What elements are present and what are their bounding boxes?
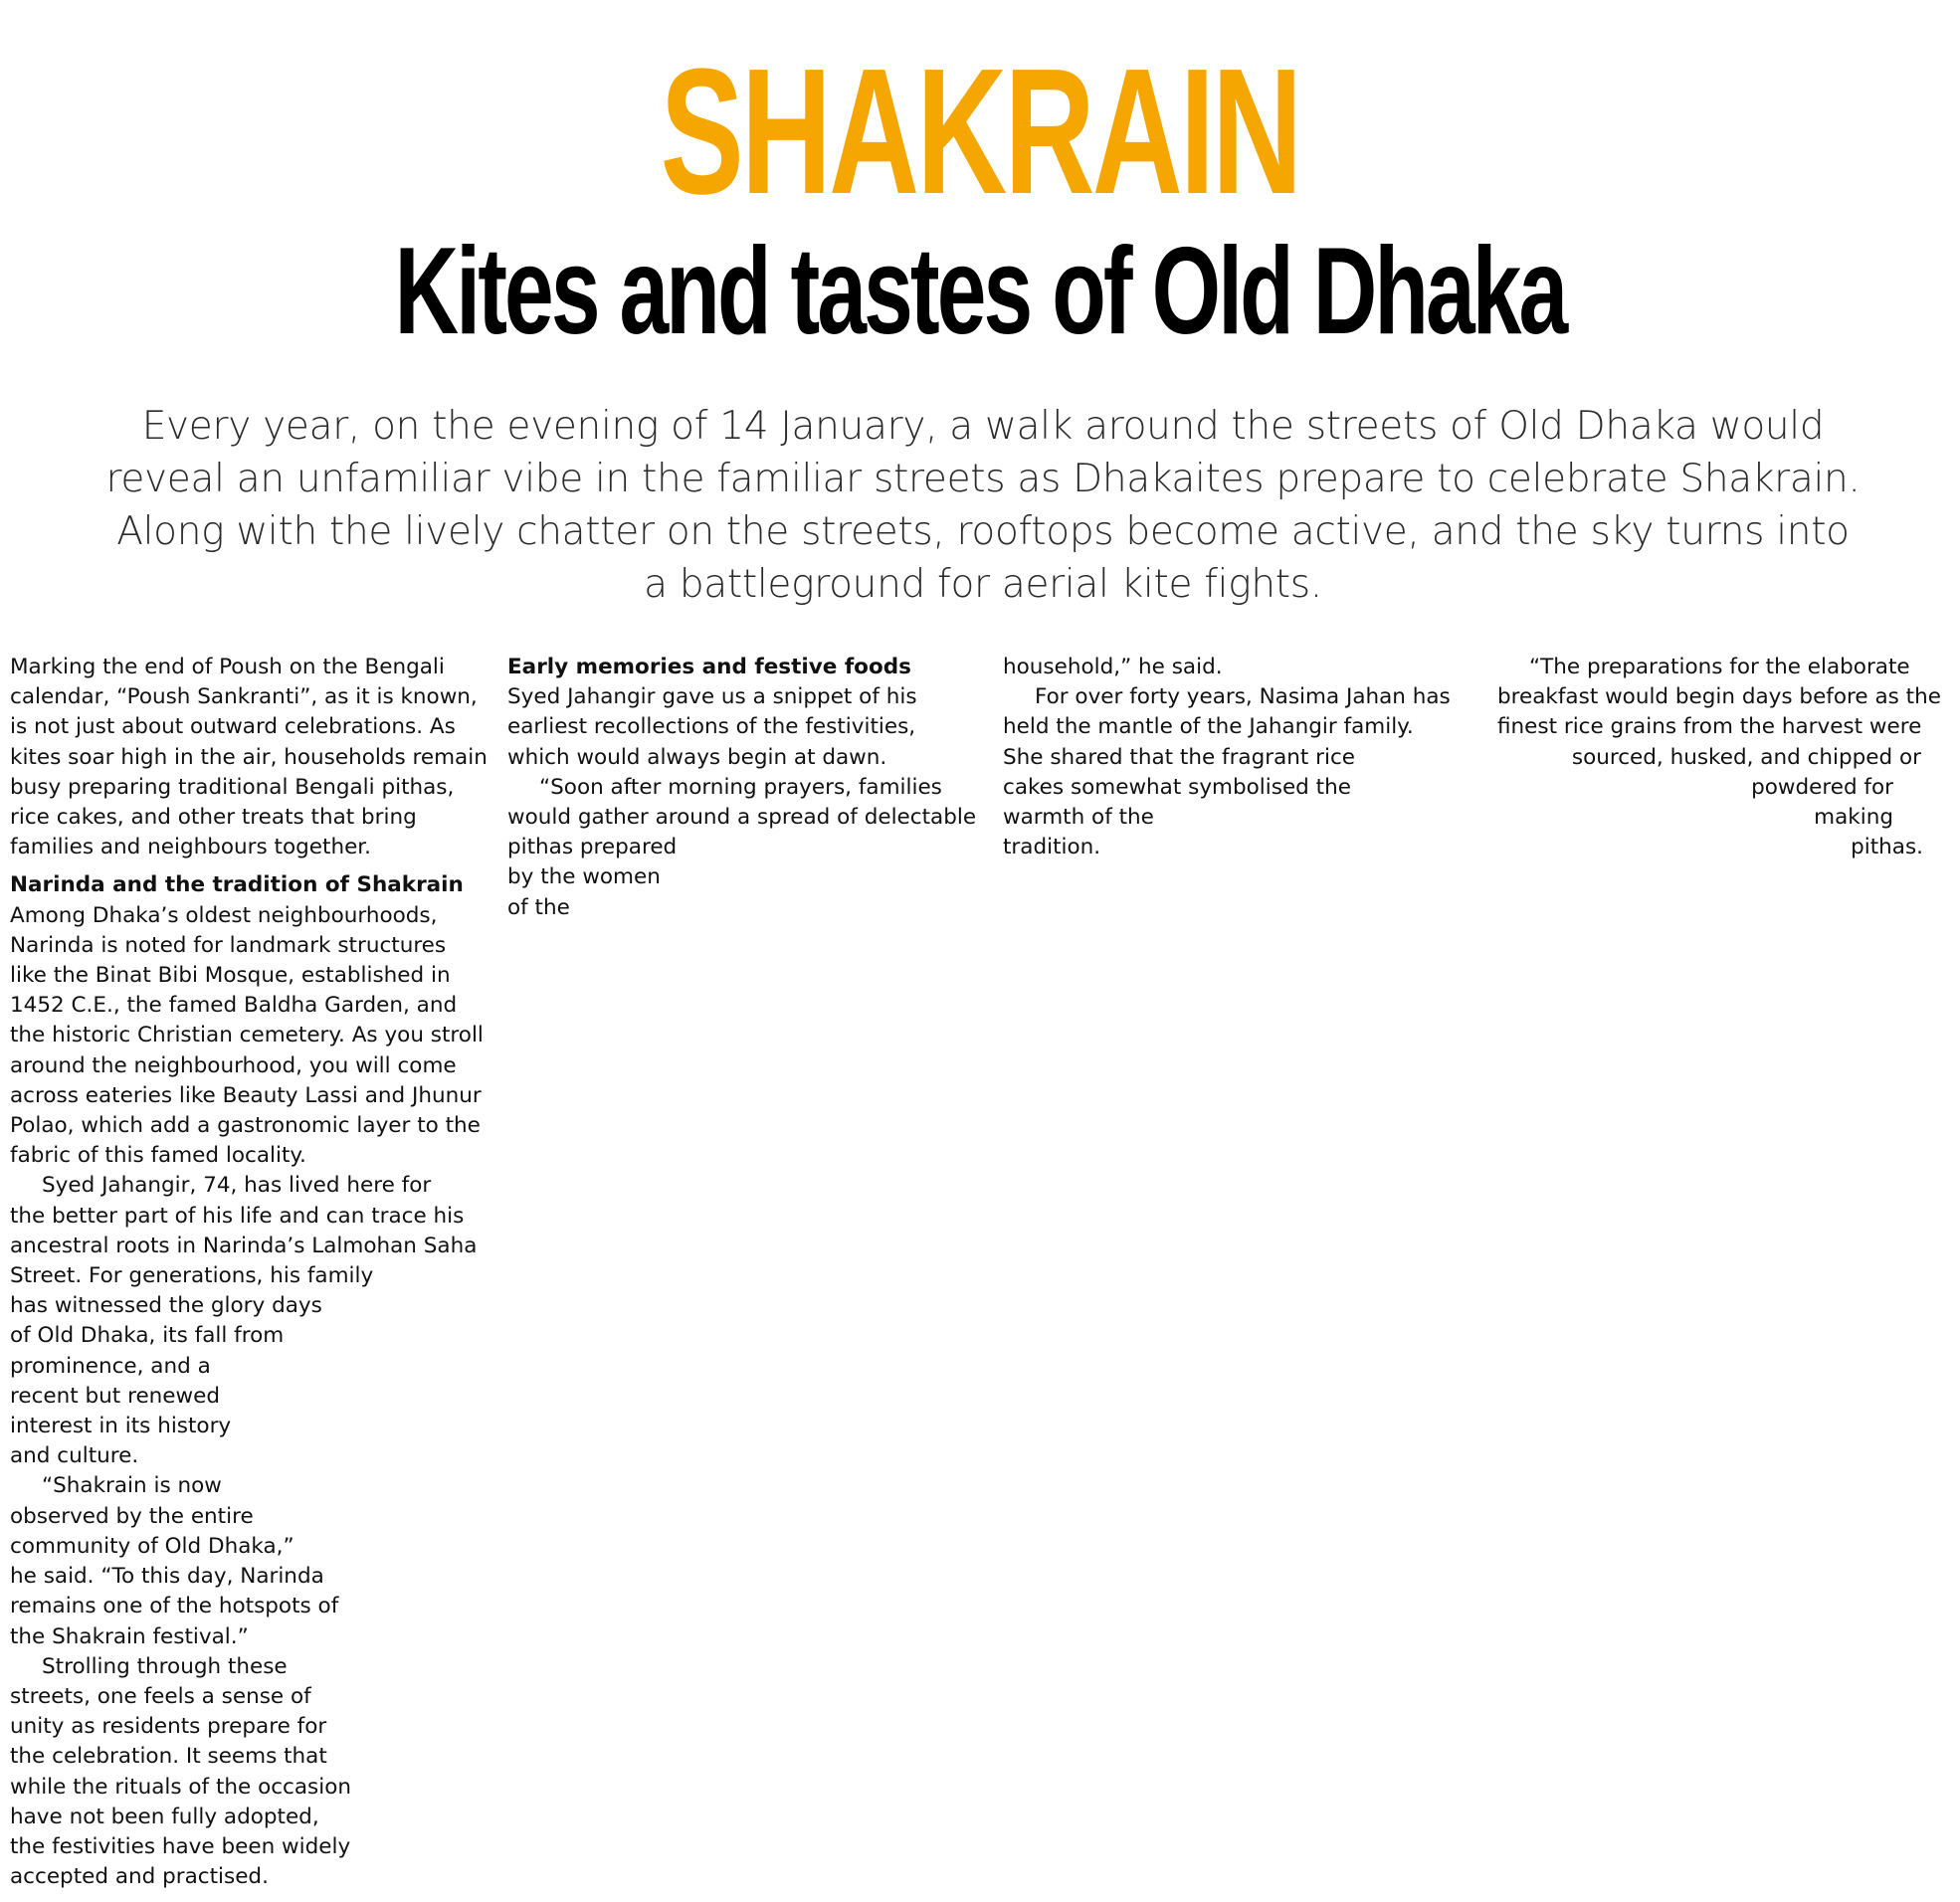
column-2 — [507, 653, 975, 923]
text-line: busy preparing traditional Bengali pithas, — [10, 774, 455, 800]
text-line: Marking the end of Poush on the Bengali — [10, 655, 445, 679]
text-line: like the Binat Bibi Mosque, established in — [10, 963, 451, 989]
text-line: “Shakrain is now — [42, 1473, 222, 1499]
standfirst — [88, 400, 1878, 611]
text-line: kites soar high in the air, households remain — [10, 744, 488, 770]
text-line: fabric of this famed locality. — [10, 1143, 306, 1169]
text-line: She shared that the fragrant rice — [1003, 744, 1356, 770]
text-line: household,” he said. — [1003, 655, 1223, 679]
text-line: accepted and practised. — [10, 1864, 269, 1890]
text-line: held the mantle of the Jahangir family. — [1003, 714, 1414, 740]
intro-paragraph — [10, 653, 488, 862]
text-line: prominence, and a — [10, 1353, 211, 1379]
text-line: 1452 C.E., the famed Baldha Garden, and — [10, 993, 458, 1019]
text-line: Polao, which add a gastronomic layer to the — [10, 1113, 481, 1139]
text-line: the better part of his life and can trace his — [10, 1203, 465, 1229]
text-line: while the rituals of the occasion — [10, 1774, 351, 1800]
text-line: making — [1814, 805, 1893, 831]
column-4 — [1497, 653, 1941, 862]
text-line: streets, one feels a sense of — [10, 1683, 311, 1709]
text-line: Syed Jahangir gave us a snippet of his — [507, 684, 917, 710]
text-line: pithas prepared — [507, 835, 678, 860]
text-line: Narinda is noted for landmark structures — [10, 932, 447, 958]
column-3 — [1003, 653, 1470, 862]
paragraph — [1003, 682, 1470, 862]
text-line: Among Dhaka’s oldest neighbourhoods, — [10, 902, 438, 928]
text-line: unity as residents prepare for — [10, 1714, 327, 1740]
kicker-title: SHAKRAIN — [660, 32, 1300, 232]
text-line: powdered for — [1751, 774, 1893, 800]
text-line: tradition. — [1003, 835, 1101, 860]
text-line: breakfast would begin days before as the — [1497, 684, 1941, 710]
column-1 — [10, 653, 488, 1892]
text-line: recent but renewed — [10, 1383, 220, 1409]
text-line: ancestral roots in Narinda’s Lalmohan Saha — [10, 1233, 478, 1258]
text-line: Street. For generations, his family — [10, 1263, 374, 1289]
text-line: and culture. — [10, 1443, 139, 1469]
standfirst-line: Every year, on the evening of 14 January, a walk around the streets of Old Dhaka would — [141, 404, 1825, 449]
text-line: would gather around a spread of delectable — [507, 805, 977, 831]
text-line: of the — [507, 894, 570, 920]
standfirst-line: Along with the lively chatter on the streets, rooftops become active, and the sky turns into — [116, 509, 1850, 554]
standfirst-line: a battleground for aerial kite fights. — [644, 562, 1322, 607]
text-line: finest rice grains from the harvest were — [1497, 714, 1922, 740]
text-line: the historic Christian cemetery. As you stroll — [10, 1023, 484, 1048]
paragraph — [10, 901, 484, 1172]
text-line: “The preparations for the elaborate — [1529, 655, 1910, 679]
paragraph — [10, 1652, 478, 1893]
text-line: community of Old Dhaka,” — [10, 1533, 294, 1559]
text-line: Strolling through these — [42, 1653, 288, 1679]
text-line: “Soon after morning prayers, families — [539, 774, 942, 800]
text-line: pithas. — [1851, 835, 1923, 860]
paragraph — [10, 1471, 478, 1651]
text-line: around the neighbourhood, you will come — [10, 1052, 457, 1078]
text-line: across eateries like Beauty Lassi and Jhunur — [10, 1082, 482, 1108]
text-line: of Old Dhaka, its fall from — [10, 1323, 285, 1349]
text-line: the celebration. It seems that — [10, 1744, 327, 1770]
text-line: Syed Jahangir, 74, has lived here for — [42, 1173, 432, 1199]
text-line: sourced, husked, and chipped or — [1571, 744, 1921, 770]
text-line: observed by the entire — [10, 1503, 254, 1529]
text-line: cakes somewhat symbolised the — [1003, 774, 1351, 800]
text-line: by the women — [507, 864, 661, 890]
text-line: he said. “To this day, Narinda — [10, 1564, 324, 1590]
paragraph — [10, 1171, 478, 1471]
subhead-early-memories: Early memories and festive foods — [507, 655, 911, 679]
text-line: families and neighbours together. — [10, 835, 372, 860]
text-line: which would always begin at dawn. — [507, 744, 887, 770]
text-line: interest in its history — [10, 1414, 232, 1439]
paragraph — [1003, 653, 1470, 682]
text-line: earliest recollections of the festivities, — [507, 714, 916, 740]
text-line: has witnessed the glory days — [10, 1293, 322, 1319]
paragraph — [507, 682, 975, 773]
text-line: calendar, “Poush Sankranti”, as it is known, — [10, 684, 478, 710]
subhead-narinda: Narinda and the tradition of Shakrain — [10, 872, 464, 898]
text-line: rice cakes, and other treats that bring — [10, 805, 417, 831]
text-line: remains one of the hotspots of — [10, 1594, 339, 1619]
text-line: For over forty years, Nasima Jahan has — [1035, 684, 1451, 710]
text-line: warmth of the — [1003, 805, 1154, 831]
text-line: is not just about outward celebrations. As — [10, 714, 456, 740]
text-line: the Shakrain festival.” — [10, 1623, 249, 1649]
headline: Kites and tastes of Old Dhaka — [394, 223, 1566, 360]
paragraph — [507, 773, 975, 923]
text-line: the festivities have been widely — [10, 1833, 351, 1859]
text-line: have not been fully adopted, — [10, 1804, 319, 1829]
standfirst-line: reveal an unfamiliar vibe in the familiar streets as Dhakaites prepare to celebrate Shakrain. — [105, 457, 1861, 501]
